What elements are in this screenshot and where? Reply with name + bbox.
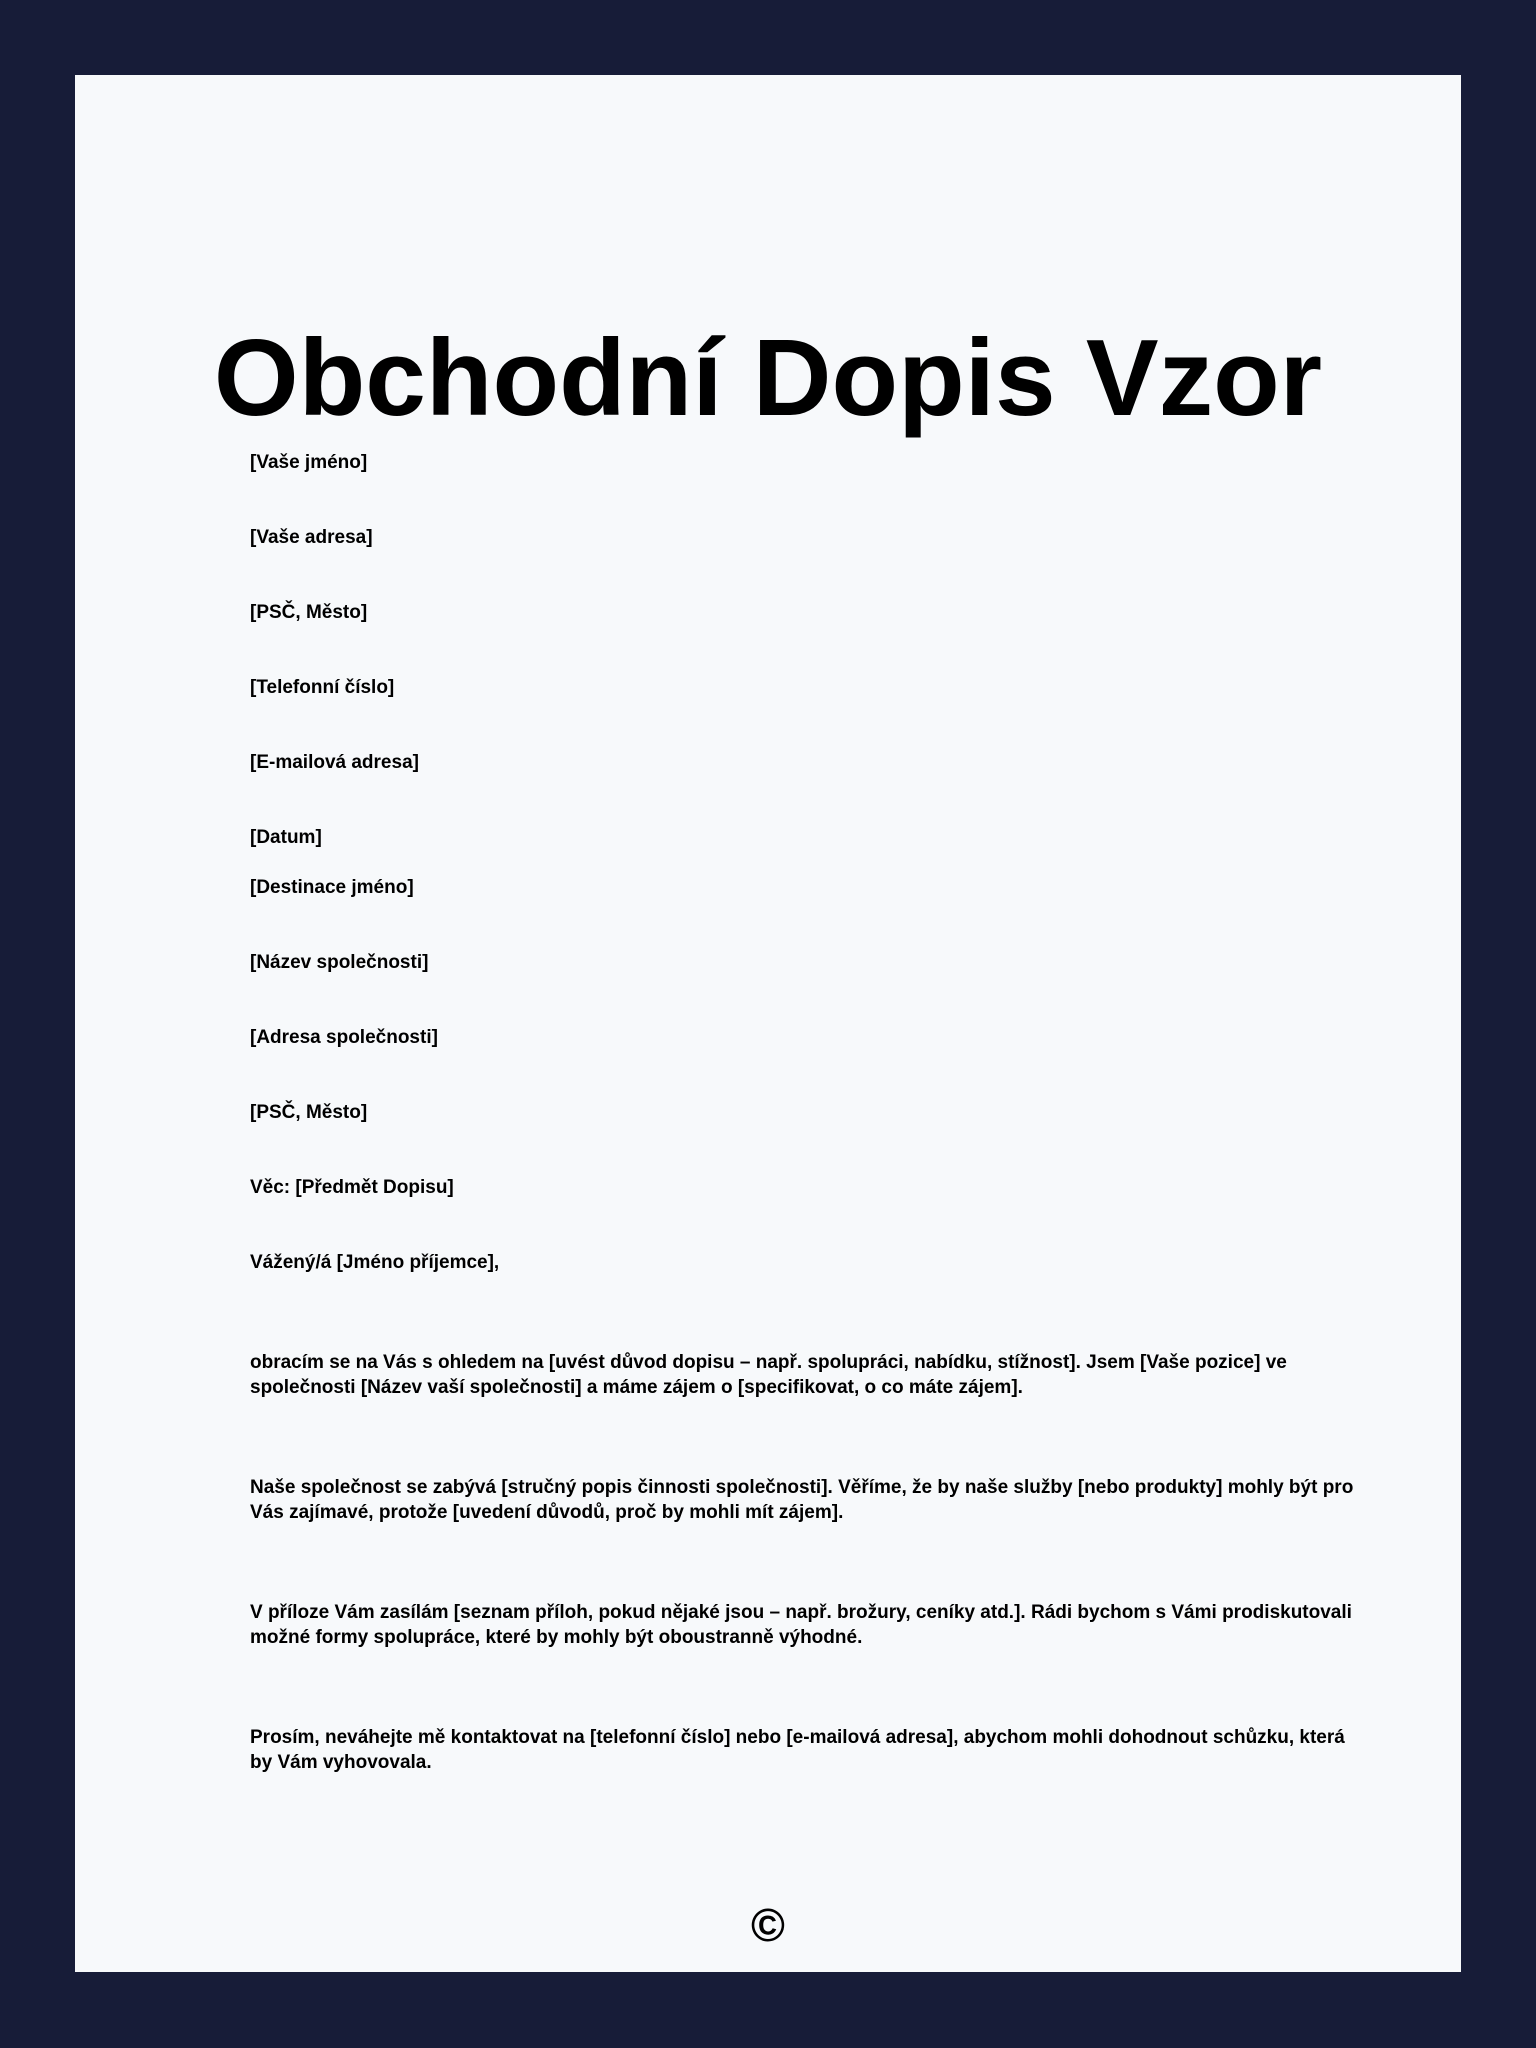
body-paragraph: obracím se na Vás s ohledem na [uvést důvod dopisu – např. spolupráci, nabídku, stížnost]. Jsem [Vaše pozice] ve společnosti [Název vaší společnosti] a máme zájem o [specifikovat, o co máte zájem]. bbox=[250, 1352, 1287, 1398]
letter-subject: Věc: [Předmět Dopisu] bbox=[250, 1177, 454, 1198]
recipient-address: [Adresa společnosti] bbox=[250, 1027, 438, 1048]
sender-zip-city: [PSČ, Město] bbox=[250, 602, 368, 623]
document-page bbox=[75, 75, 1461, 1972]
copyright-icon: © bbox=[751, 1899, 785, 1951]
letter-date: [Datum] bbox=[250, 827, 322, 848]
body-paragraph: Naše společnost se zabývá [stručný popis činnosti společnosti]. Věříme, že by naše služby [nebo produkty] mohly být pro Vás zajímavé, protože [uvedení důvodů, proč by mohli mít zájem]. bbox=[250, 1477, 1354, 1523]
recipient-zip-city: [PSČ, Město] bbox=[250, 1102, 368, 1123]
recipient-company: [Název společnosti] bbox=[250, 952, 429, 973]
body-paragraph: V příloze Vám zasílám [seznam příloh, pokud nějaké jsou – např. brožury, ceníky atd.]. Rádi bychom s Vámi prodiskutovali možné formy spolupráce, které by mohly být oboustranně výhodné. bbox=[250, 1602, 1352, 1648]
sender-phone: [Telefonní číslo] bbox=[250, 677, 395, 698]
document-title: Obchodní Dopis Vzor bbox=[213, 317, 1323, 439]
body-paragraph: Prosím, neváhejte mě kontaktovat na [telefonní číslo] nebo [e-mailová adresa], abychom mohli dohodnout schůzku, která by Vám vyhovovala. bbox=[250, 1727, 1345, 1773]
sender-email: [E-mailová adresa] bbox=[250, 752, 419, 773]
recipient-name: [Destinace jméno] bbox=[250, 877, 414, 898]
letter-salutation: Vážený/á [Jméno příjemce], bbox=[250, 1252, 500, 1273]
sender-name: [Vaše jméno] bbox=[250, 452, 368, 473]
sender-address: [Vaše adresa] bbox=[250, 527, 373, 548]
